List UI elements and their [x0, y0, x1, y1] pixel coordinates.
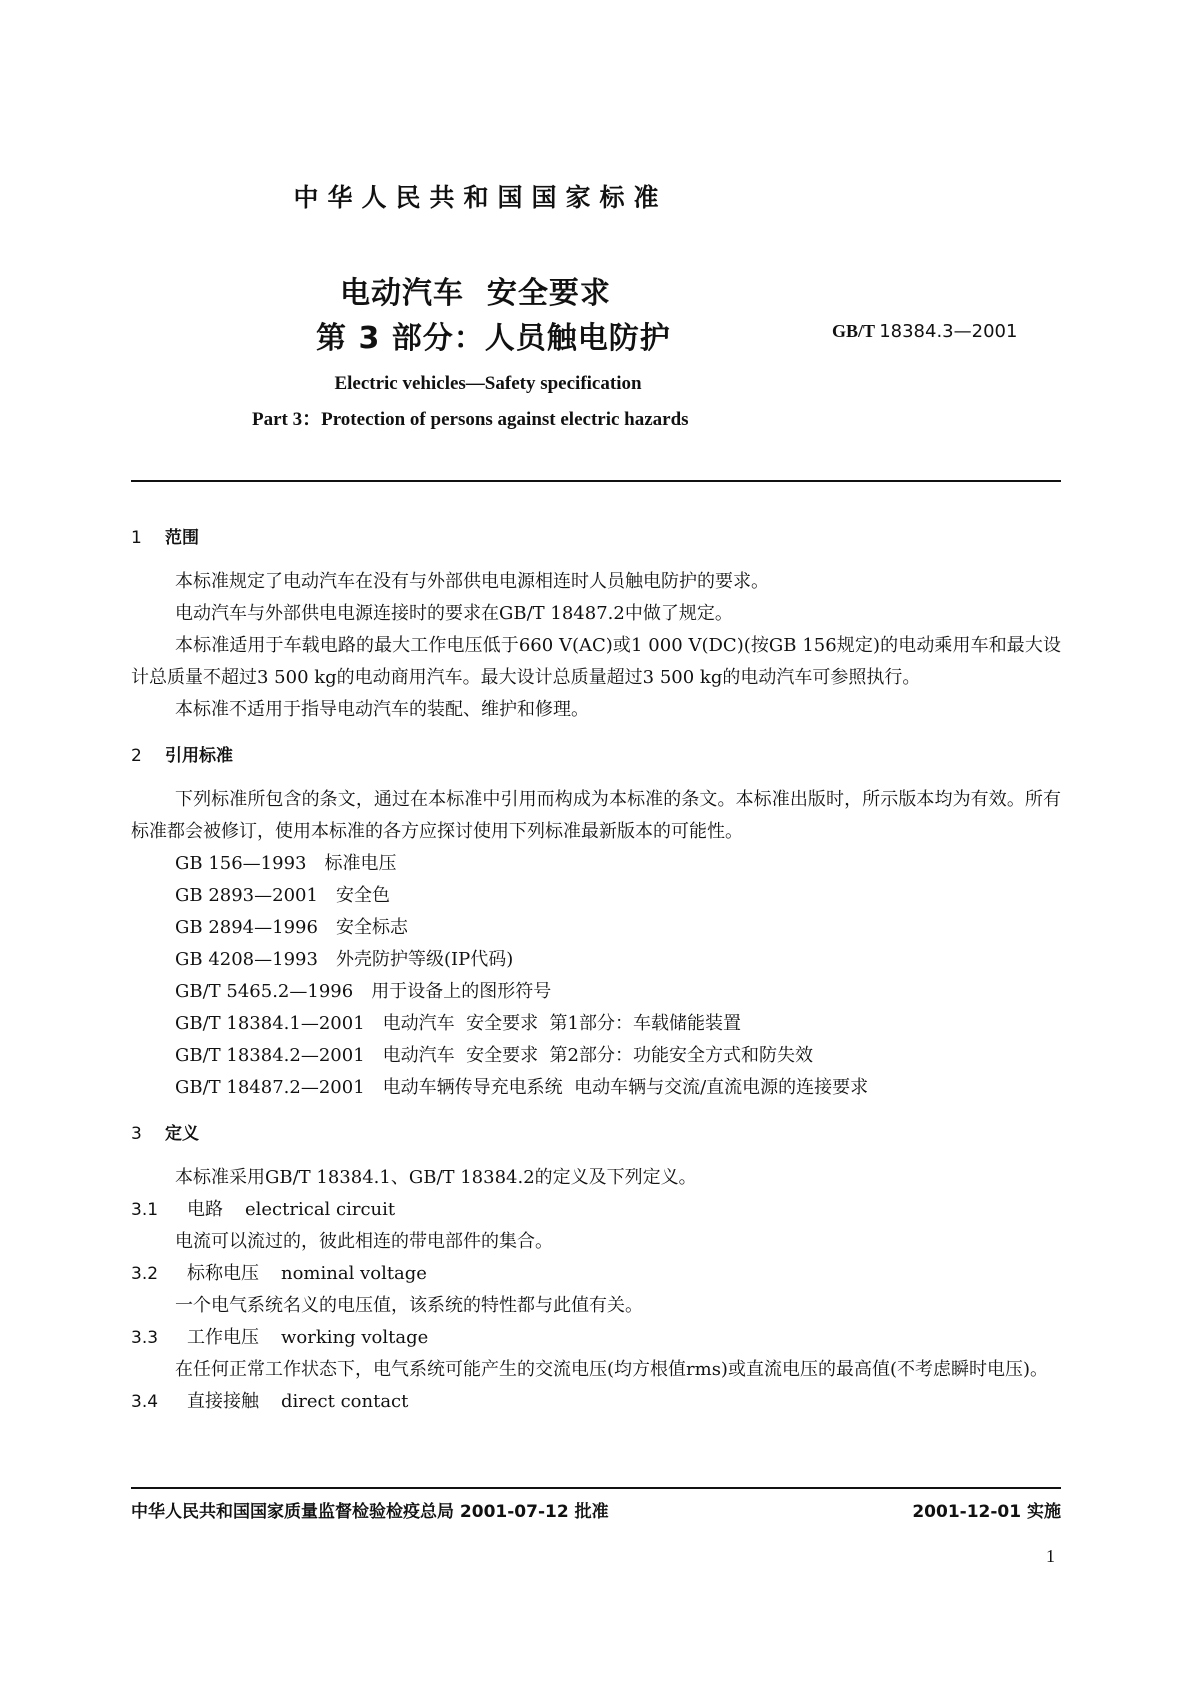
section-1-heading — [131, 522, 1061, 554]
reference-title: 安全色 — [335, 885, 390, 906]
paragraph: 本标准不适用于指导电动汽车的装配、维护和修理。 — [175, 699, 589, 720]
reference-title: 安全标志 — [335, 917, 408, 938]
section-title: 范围 — [165, 528, 199, 548]
national-standard-heading: 中华人民共和国国家标准 — [293, 183, 668, 212]
reference-title: 电动汽车 安全要求 第1部分：车载储能装置 — [382, 1013, 741, 1034]
title-line-1: 电动汽车 安全要求 — [340, 276, 611, 311]
definition-number: 3.2 — [131, 1264, 159, 1284]
term-en: direct contact — [281, 1391, 409, 1412]
section-2-heading — [131, 740, 1061, 772]
reference-item — [131, 944, 1061, 976]
definition-text: 电流可以流过的，彼此相连的带电部件的集合。 — [175, 1231, 553, 1252]
definition-term — [131, 1258, 1061, 1290]
reference-item — [131, 1040, 1061, 1072]
section-number: 3 — [131, 1124, 142, 1144]
english-title-line-2: Part 3：Protection of persons against electric hazards — [252, 409, 689, 430]
approval-line: 中华人民共和国国家质量监督检验检疫总局 2001-07-12 批准 — [131, 1502, 609, 1522]
effective-date: 2001-12-01 实施 — [912, 1502, 1061, 1522]
reference-code: GB 2894—1996 — [175, 917, 318, 938]
header-divider — [131, 480, 1061, 482]
reference-title: 用于设备上的图形符号 — [371, 981, 552, 1002]
term-zh: 电路 — [187, 1199, 223, 1220]
paragraph: 本标准适用于车载电路的最大工作电压低于660 V(AC)或1 000 V(DC)(按GB 156规定)的电动乘用车和最大设计总质量不超过3 500 kg的电动商用汽车。最大设计总质量超过3 500 kg的电动汽车可参照执行。 — [131, 635, 1061, 688]
title-line-2: 第 3 部分：人员触电防护 — [316, 321, 671, 356]
term-en: working voltage — [281, 1327, 429, 1348]
reference-code: GB 4208—1993 — [175, 949, 318, 970]
reference-item — [131, 1008, 1061, 1040]
reference-title: 标准电压 — [324, 853, 397, 874]
reference-code: GB/T 18487.2—2001 — [175, 1077, 365, 1098]
paragraph: 本标准规定了电动汽车在没有与外部供电电源相连时人员触电防护的要求。 — [175, 571, 769, 592]
standard-number — [832, 321, 1017, 342]
english-title-line-1: Electric vehicles—Safety specification — [334, 373, 642, 394]
reference-item — [131, 1072, 1061, 1104]
document-body — [131, 520, 1061, 1418]
definition-term — [131, 1322, 1061, 1354]
paragraph: 电动汽车与外部供电电源连接时的要求在GB/T 18487.2中做了规定。 — [175, 603, 733, 624]
term-en: electrical circuit — [245, 1199, 396, 1220]
page-number: 1 — [1046, 1546, 1055, 1566]
footer-divider — [131, 1487, 1061, 1489]
paragraph: 本标准采用GB/T 18384.1、GB/T 18384.2的定义及下列定义。 — [175, 1167, 697, 1188]
reference-item — [131, 848, 1061, 880]
reference-code: GB/T 18384.1—2001 — [175, 1013, 365, 1034]
definition-number: 3.3 — [131, 1328, 159, 1348]
reference-item — [131, 976, 1061, 1008]
reference-code: GB/T 5465.2—1996 — [175, 981, 354, 1002]
reference-title: 电动车辆传导充电系统 电动车辆与交流/直流电源的连接要求 — [382, 1077, 869, 1098]
term-zh: 工作电压 — [187, 1327, 259, 1348]
paragraph: 下列标准所包含的条文，通过在本标准中引用而构成为本标准的条文。本标准出版时，所示版本均为有效。所有标准都会被修订，使用本标准的各方应探讨使用下列标准最新版本的可能性。 — [131, 789, 1061, 842]
definition-number: 3.4 — [131, 1392, 159, 1412]
reference-item — [131, 880, 1061, 912]
definition-term — [131, 1386, 1061, 1418]
definition-text: 在任何正常工作状态下，电气系统可能产生的交流电压(均方根值rms)或直流电压的最高值(不考虑瞬时电压)。 — [175, 1359, 1048, 1380]
definition-term — [131, 1194, 1061, 1226]
standard-code: 18384.3—2001 — [879, 321, 1018, 342]
reference-item — [131, 912, 1061, 944]
section-title: 引用标准 — [165, 746, 233, 766]
reference-code: GB 2893—2001 — [175, 885, 318, 906]
section-number: 1 — [131, 528, 142, 548]
definition-number: 3.1 — [131, 1200, 159, 1220]
reference-title: 外壳防护等级(IP代码) — [335, 949, 514, 970]
term-en: nominal voltage — [281, 1263, 427, 1284]
term-zh: 直接接触 — [187, 1391, 259, 1412]
section-number: 2 — [131, 746, 142, 766]
standard-prefix: GB/T — [832, 321, 875, 341]
reference-title: 电动汽车 安全要求 第2部分：功能安全方式和防失效 — [382, 1045, 813, 1066]
reference-code: GB/T 18384.2—2001 — [175, 1045, 365, 1066]
term-zh: 标称电压 — [187, 1263, 259, 1284]
section-3-heading — [131, 1118, 1061, 1150]
definition-text: 一个电气系统名义的电压值，该系统的特性都与此值有关。 — [175, 1295, 643, 1316]
reference-code: GB 156—1993 — [175, 853, 307, 874]
section-title: 定义 — [165, 1124, 199, 1144]
